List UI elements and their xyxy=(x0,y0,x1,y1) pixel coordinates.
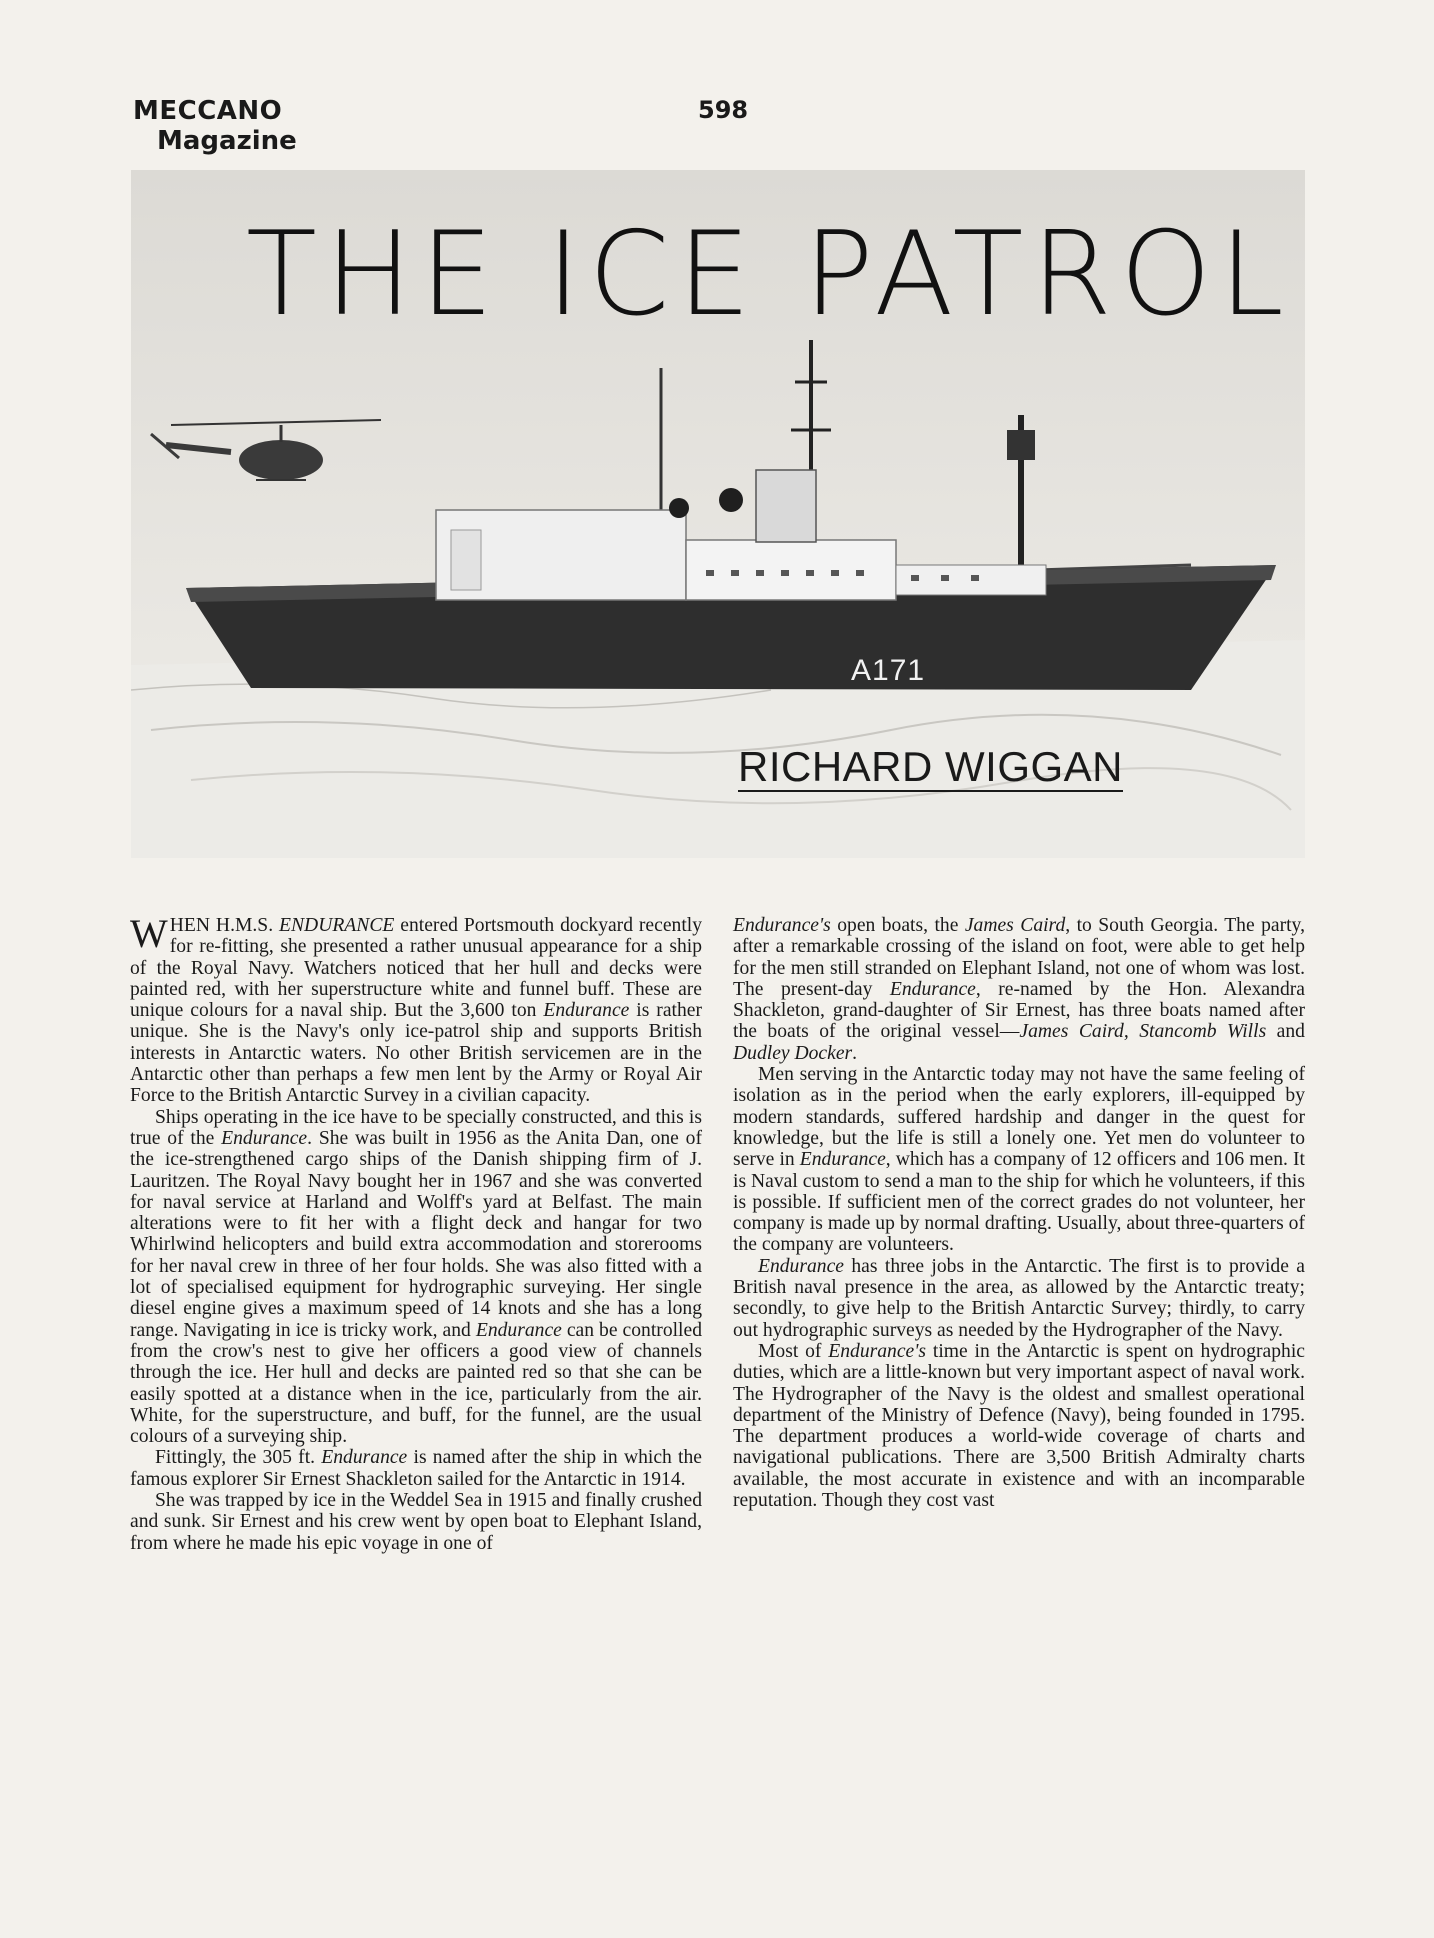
text-run: has three jobs in the Antarctic. The first is to provide a British naval presence in the area, as allowed by the Antarctic treaty; secondly, to give help to the British Antarctic Survey; thirdly, to carry out hydrographic surveys as needed by the Hydrographer of the Navy. xyxy=(733,1255,1305,1341)
text-run: She was trapped by ice in the Weddel Sea in 1915 and finally crushed and sunk. Sir Ernest and his crew went by open boat to Elephant Island, from where he made his epic voyage in one of xyxy=(130,1490,702,1554)
magazine-masthead xyxy=(133,96,297,156)
masthead-subtitle: Magazine xyxy=(157,126,297,156)
article-paragraph xyxy=(130,911,702,1107)
article-column-left xyxy=(130,911,702,1554)
article-paragraph xyxy=(130,1447,702,1490)
boat-name: Dudley Docker xyxy=(733,1042,853,1064)
text-run: Most of xyxy=(758,1340,829,1362)
ship-name: Endurance xyxy=(321,1447,408,1469)
text-run: . She was built in 1956 as the Anita Dan, one of the ice-strengthened cargo ships of the Danish shipping firm of J. Lauritzen. The Royal Navy bought her in 1967 and she was converted for naval service at Harland and Wolff's yard at Belfast. The main alterations were to fit her with a flight deck and hangar for two Whirlwind helicopters and build extra accommodation and storerooms for her naval crew in three of her four holds. She was also fitted with a lot of specialised equipment for hydrographic surveying. Her single diesel engine gives a maximum speed of 14 knots and she has a long range. Navigating in ice is tricky work, and xyxy=(130,1127,702,1341)
hull-marking: A171 xyxy=(851,654,926,687)
article-paragraph xyxy=(130,1490,702,1554)
boat-names: James Caird, Stancomb Wills xyxy=(1019,1021,1267,1043)
text-run: open boats, the xyxy=(830,915,965,936)
article-column-right xyxy=(733,915,1305,1511)
text-run: Fittingly, the 305 ft. xyxy=(155,1447,322,1469)
text-run: HEN H.M.S. xyxy=(169,915,279,936)
text-run: , re-named by the Hon. Alexandra Shackleton, grand-daughter of Sir Ernest, has three boats named after the boats of the original vessel— xyxy=(733,978,1305,1043)
boat-name: James Caird xyxy=(964,915,1066,936)
article-paragraph xyxy=(733,1064,1305,1256)
article-paragraph xyxy=(733,1256,1305,1341)
ship-name: Endurance xyxy=(221,1127,308,1149)
text-run: Men serving in the Antarctic today may not have the same feeling of isolation as in the period when the early explorers, ill-equipped by modern standards, suffered hardship and danger in the quest for knowledge, but the life is still a lonely one. Yet men do volunteer to serve in xyxy=(733,1064,1305,1171)
article-byline: RICHARD WIGGAN xyxy=(738,743,1123,790)
radar-dome xyxy=(719,488,743,512)
drop-cap: W xyxy=(130,911,168,956)
text-run: time in the Antarctic is spent on hydrographic duties, which are a little-known but very important aspect of naval work. The Hydrographer of the Navy is the oldest and smallest operational department of the Ministry of Defence (Navy), being founded in 1795. The department produces a world-wide coverage of charts and navigational publications. There are 3,500 British Admiralty charts available, the most accurate in existence and with an incomparable reputation. Though they cost vast xyxy=(733,1340,1305,1512)
text-run: , which has a company of 12 officers and 106 men. It is Naval custom to send a man to the ship for which he volunteers, if this is possible. If sufficient men of the correct grades do not volunteer, her company is made up by normal drafting. Usually, about three-quarters of the company are volunteers. xyxy=(733,1149,1305,1256)
ship-funnel xyxy=(756,470,816,542)
ship-name: Endurance's xyxy=(733,915,831,936)
article-paragraph-continued xyxy=(733,915,1305,1064)
text-run: Ships operating in the ice have to be specially constructed, and this is true of the xyxy=(130,1106,702,1149)
text-run: is named after the ship in which the famous explorer Sir Ernest Shackleton sailed for the Antarctic in 1914. xyxy=(130,1447,702,1490)
ship-name: Endurance xyxy=(475,1319,562,1341)
ship-name: Endurance xyxy=(799,1149,886,1171)
ship-name: Endurance xyxy=(543,1000,630,1022)
ship-name: Endurance xyxy=(758,1255,844,1277)
article-paragraph xyxy=(130,1107,702,1448)
crows-nest xyxy=(1007,430,1035,460)
text-run: entered Portsmouth dockyard recently for re-fitting, she presented a rather unusual appearance for a ship of the Royal Navy. Watchers noticed that her hull and decks were painted red, with her superstructure white and funnel buff. These are unique colours for a naval ship. But the 3,600 ton xyxy=(130,915,702,1022)
article-paragraph xyxy=(733,1341,1305,1511)
hangar-door xyxy=(451,530,481,590)
radar-dome xyxy=(669,498,689,518)
article-photo xyxy=(131,170,1305,858)
masthead-title: MECCANO xyxy=(133,96,283,126)
page-number: 598 xyxy=(698,96,749,124)
article-headline: THE ICE PATROL xyxy=(246,207,1292,342)
text-run: can be controlled from the crow's nest to give her officers a good view of channels through the ice. Her hull and decks are painted red so that she can be easily spotted at a distance when in the ice, particularly from the air. White, for the superstructure, and buff, for the funnel, are the usual colours of a surveying ship. xyxy=(130,1319,702,1448)
ship-name: Endurance's xyxy=(828,1340,927,1362)
text-run: . xyxy=(852,1042,858,1064)
text-run: , to South Georgia. The party, after a remarkable crossing of the island on foot, were able to get help for the men still stranded on Elephant Island, not one of whom was lost. The present-day xyxy=(733,915,1305,1000)
bridge-superstructure xyxy=(686,540,896,600)
ship-name: ENDURANCE xyxy=(279,915,395,936)
ship-name: Endurance xyxy=(889,978,976,1000)
text-run: is rather unique. She is the Navy's only ice-patrol ship and supports British interests in Antarctic waters. No other British servicemen are in the Antarctic other than perhaps a few men lent by the Army or Royal Air Force to the British Antarctic Survey in a civilian capacity. xyxy=(130,1000,702,1107)
text-run: and xyxy=(1266,1021,1305,1043)
